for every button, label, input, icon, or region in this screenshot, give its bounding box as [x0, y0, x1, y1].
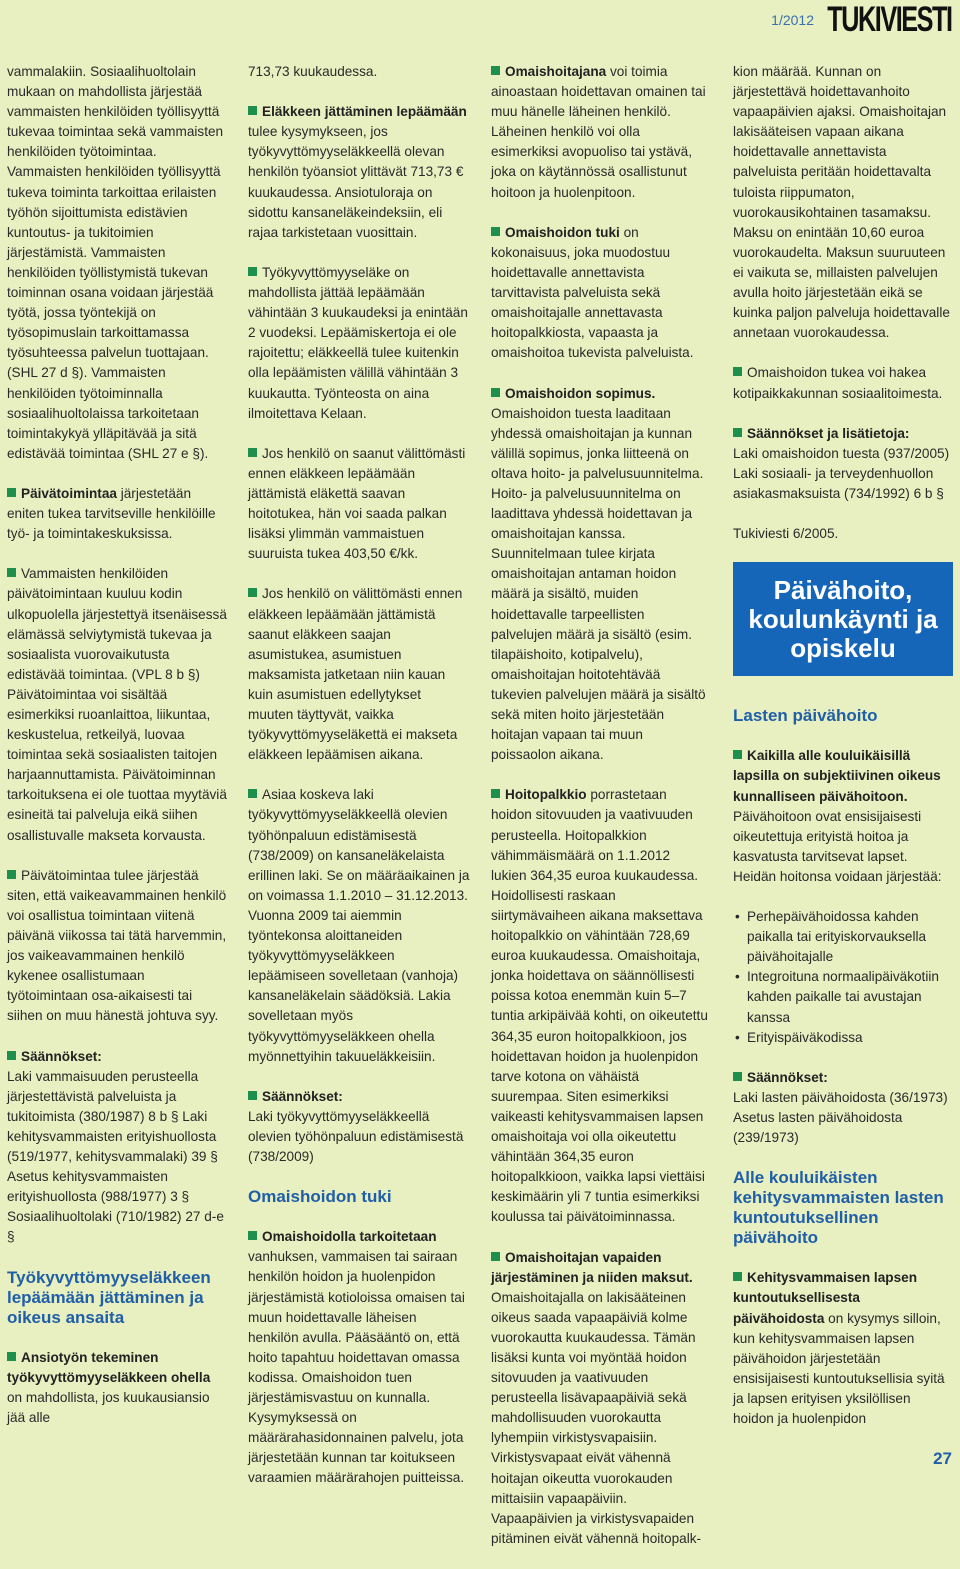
bullet-square-icon: [248, 448, 257, 457]
paragraph: Työkyvyttömyyseläke on mahdollista jättää lepäämään vähintään 3 kuukaudeksi ja enintään 2 vuodeksi. Lepäämiskertoja ei ole rajoitettu; eläkkeellä tulee kuitenkin olla lepäämisten välillä vähintään 3 kuukautta. Työnteosta on aina ilmoitettava Kelaan.: [248, 264, 468, 421]
paragraph: Omaishoidon tukea voi hakea kotipaikkakunnan sosiaalitoimesta.: [733, 365, 943, 401]
column-2: [248, 62, 470, 1509]
paragraph: Omaishoitajana voi toimia ainoastaan hoidettavan omainen tai muu hänelle läheinen henkilö. Läheinen henkilö voi olla esimerkiksi avopuoliso tai ystävä, joka on käytännössä osallistunut hoitoon ja huolenpitoon.: [491, 64, 706, 200]
list-item: • Perhepäivähoidossa kahden paikalla tai erityiskorvauksella päivähoitajalle: [747, 907, 953, 967]
bullet-square-icon: [491, 1252, 500, 1261]
magazine-title: TUKIVIESTI: [827, 0, 952, 39]
column-1: [7, 62, 229, 1448]
paragraph: Omaishoitajan vapaiden järjestäminen ja niiden maksut. Omaishoitajalla on lakisääteinen oikeus saada vapaapäiviä kolme vuorokautta kuukaudessa. Tämän lisäksi kunta voi myöntää hoidon sitovuuden ja vaativuuden perusteella lisävapaapäiviä sekä mahdollisuuden vuorokautta lyhempiin virkistysvapaisiin. Virkistysvapaat eivät vähennä hoitajan oikeutta vuorokauden mittaisiin vapaapäiviin. Vapaapäivien ja virkistysvapaiden pitäminen eivät vähennä hoitopalk-: [491, 1249, 702, 1546]
bullet-square-icon: [7, 1051, 16, 1060]
section-heading: Lasten päivähoito: [733, 706, 878, 726]
bullet-square-icon: [7, 870, 16, 879]
issue-number: 1/2012: [771, 12, 814, 28]
bullet-square-icon: [248, 267, 257, 276]
paragraph: 713,73 kuukaudessa.: [248, 64, 378, 79]
paragraph: Jos henkilö on välittömästi ennen eläkkeen lepäämään jättämistä saanut eläkkeen saajan asumistukea, asumistuen maksamista jatketaan niin kauan kuin asumistuen edellytykset muuten täyttyvät, vaikka työkyvyttömyyseläkettä ei makseta eläkkeen lepäämisen aikana.: [248, 586, 463, 763]
bullet-square-icon: [7, 1352, 16, 1361]
paragraph: Tukiviesti 6/2005.: [733, 526, 839, 542]
bullet-list: [733, 907, 953, 1048]
bullet-square-icon: [248, 1231, 257, 1240]
paragraph: Eläkkeen jättäminen lepäämään tulee kysymykseen, jos työkyvyttömyyseläkkeellä olevan henkilön työansiot ylittävät 713,73 € kuukaudessa. Ansiotuloraja on sidottu kansaneläkeindeksiin, eli rajaa tarkistetaan vuosittain.: [248, 104, 467, 240]
paragraph: Säännökset ja lisätietoja: Laki omaishoidon tuesta (937/2005) Laki sosiaali- ja terveydenhuollon asiakasmaksuista (734/1992) 6 b §: [733, 425, 950, 501]
bullet-square-icon: [491, 66, 500, 75]
bullet-square-icon: [733, 750, 742, 759]
section-heading: Alle kouluikäisten kehitysvammaisten lasten kuntoutuksellinen päivähoito: [733, 1168, 944, 1248]
section-heading: Työkyvyttömyyseläkkeen lepäämään jättäminen ja oikeus ansaita: [7, 1267, 211, 1327]
paragraph: Asiaa koskeva laki työkyvyttömyyseläkkeellä olevien työhönpaluun edistämisestä (738/2009) on kansaneläkelaista erillinen laki. Se on määräaikainen ja on voimassa 1.1.2010 – 31.12.2013. Vuonna 2009 tai aiemmin työntekonsa aloittaneiden työkyvyttömyyseläkkeen lepäämiseen sovelletaan (vanhoja) kansaneläkelain säädöksiä. Lakia sovelletaan myös työkyvyttömyyseläkkeen ohella myönnettyihin takuueläkkeisiin.: [248, 787, 470, 1064]
bullet-square-icon: [491, 789, 500, 798]
page-header: [0, 0, 960, 50]
paragraph: vammalakiin. Sosiaalihuoltolain mukaan on mahdollista järjestää vammaisten henkilöiden työllisyyttä tukevaa toimintaa sekä vammaisten henkilöiden työtoimintaa. Vammaisten henkilöiden työllisyyttä tukeva toiminta tarkoittaa erilaisten työhön sijoittumista edistävien kuntoutus- ja tukitoimien järjestämistä. Vammaisten henkilöiden työllistymistä tukevan toiminnan osana voidaan järjestää työtä, jossa työntekijä on työsopimuslain tarkoittamassa työsuhteessa palvelun tuottajaan. (SHL 27 d §). Vammaisten henkilöiden työtoiminnalla sosiaalihuoltolaissa tarkoitetaan toimintakykyä ylläpitävää ja sitä edistävää toimintaa (SHL 27 e §).: [7, 64, 224, 461]
column-3: [491, 62, 708, 1569]
paragraph: Omaishoidon tuki on kokonaisuus, joka muodostuu hoidettavalle annettavista tarvittavista palveluista sekä omaishoitajalle annettavasta hoitopalkkiosta, vapaasta ja omaishoitoa tukevista palveluista.: [491, 224, 694, 361]
paragraph: Säännökset: Laki vammaisuuden perusteella järjestettävistä palveluista ja tukitoimista (380/1987) 8 b § Laki kehitysvammaisten erityishuollosta (519/1977, kehitysvammalaki) 39 § Asetus kehitysvammaisten erityishuollosta (988/1977) 3 § Sosiaalihuoltolaki (710/1982) 27 d-e §: [7, 1048, 224, 1245]
paragraph: Omaishoidon sopimus. Omaishoidon tuesta laaditaan yhdessä omaishoitajan ja kunnan välillä sopimus, jonka liitteenä on oltava hoito- ja palvelusuunnitelma. Hoito- ja palvelusuunnitelma on laadittava yhdessä hoidettavan ja omaishoitajan kanssa. Suunnitelmaan tulee kirjata omaishoitajan antaman hoidon määrä ja sisältö, muiden hoidettavalle tarpeellisten palvelujen määrä ja sisältö (esim. tilapäishoito, kotipalvelu), omaishoitajan hoitotehtävää tukevien palvelujen määrä ja sisältö sekä miten hoito järjestetään hoitajan vapaan tai muun poissaolon aikana.: [491, 385, 706, 763]
list-item: • Erityispäiväkodissa: [747, 1028, 953, 1048]
paragraph: Säännökset: Laki lasten päivähoidosta (36/1973) Asetus lasten päivähoidosta (239/1973): [733, 1069, 948, 1146]
paragraph: Vammaisten henkilöiden päivätoimintaan kuuluu kodin ulkopuolella järjestettyä itsenäisessä elämässä selviytymistä tukevaa ja sosiaalista vuorovaikutusta edistävää toimintaa. (VPL 8 b §) Päivätoimintaa voi sisältää esimerkiksi ruoanlaittoa, liikuntaa, keskustelua, retkeilyä, luovaa toimintaa sekä sosiaalisten taitojen harjaannuttamista. Päivätoiminnan tarkoituksena ei ole tuottaa myytäviä esineitä tai palveluja eikä siihen osallistuvalle makseta korvausta.: [7, 566, 227, 843]
paragraph: Ansiotyön tekeminen työkyvyttömyyseläkkeen ohella on mahdollista, jos kuukausiansio jää alle: [7, 1349, 211, 1425]
list-item: • Integroituna normaalipäiväkotiin kahden paikalle tai avustajan kanssa: [747, 967, 953, 1027]
bullet-square-icon: [733, 1072, 742, 1081]
page-number: 27: [933, 1449, 952, 1468]
column-4: [733, 62, 953, 1449]
bullet-square-icon: [733, 367, 742, 376]
bullet-square-icon: [491, 388, 500, 397]
bullet-square-icon: [733, 1272, 742, 1281]
paragraph: Jos henkilö on saanut välittömästi ennen eläkkeen lepäämään jättämistä eläkettä saavan hoitotukea, hän voi saada palkan lisäksi ylimmän vammaistuen suuruista tukea 403,50 €/kk.: [248, 445, 466, 562]
paragraph: Omaishoidolla tarkoitetaan vanhuksen, vammaisen tai sairaan henkilön hoidon ja huolenpidon järjestämistä kotioloissa omaisen tai muun hoidettavalle läheisen henkilön avulla. Pääsääntö on, että hoito tapahtuu hoidettavan omassa kodissa. Omaishoidon tuen järjestämisvastuu on kunnalla. Kysymyksessä on määrärahasidonnainen palvelu, jota järjestetään kunnan tar koitukseen varaamien määrärahojen puitteissa.: [248, 1229, 465, 1486]
bullet-square-icon: [7, 488, 16, 497]
bullet-square-icon: [248, 106, 257, 115]
bullet-square-icon: [733, 428, 742, 437]
paragraph: Hoitopalkkio porrastetaan hoidon sitovuuden ja vaativuuden perusteella. Hoitopalkkion vähimmäismäärä on 1.1.2012 lukien 364,35 euroa kuukaudessa. Hoidollisesti raskaan siirtymävaiheen aikana maksettava hoitopalkkio on vähintään 728,69 euroa kuukaudessa. Omaishoitaja, jonka hoidettava on säännöllisesti poissa kotoa enemmän kuin 5–7 tuntia arkipäivää kohti, on oikeutettu 364,35 euron hoitopalkkioon, jos hoidettavan hoidon ja huolenpidon tarve kotona on vähäistä suurempaa. Siten esimerkiksi vaikeasti kehitysvammaisen lapsen omaishoitaja voi olla oikeutettu vähintään 364,35 euron hoitopalkkioon, vaikka lapsi viettäisi keskimäärin yli 7 tuntia esimerkiksi koulussa tai päivätoiminnassa.: [491, 787, 708, 1225]
bullet-square-icon: [7, 568, 16, 577]
paragraph: Päivätoimintaa järjestetään eniten tukea tarvitseville henkilöille työ- ja toimintakeskuksissa.: [7, 485, 216, 542]
bullet-square-icon: [491, 227, 500, 236]
bullet-square-icon: [248, 789, 257, 798]
paragraph: Kehitysvammaisen lapsen kuntoutuksellisesta päivähoidosta on kysymys silloin, kun kehitysvammaisen lapsen päivähoidon järjestetään ensisijaisesti kuntoutuksellisia syitä ja lapsen erityisen yksilöllisen hoidon ja huolenpidon: [733, 1270, 945, 1426]
paragraph: Päivätoimintaa tulee järjestää siten, että vaikeavammainen henkilö voi osallistua toimintaan viitenä päivänä viikossa tai tätä harvemmin, jos vaikeavammainen henkilö kykenee osallistumaan työtoimintaan osa-aikaisesti tai siihen on muu hänestä johtuva syy.: [7, 867, 227, 1024]
paragraph: kion määrää. Kunnan on järjestettävä hoidettavanhoito vapaapäivien ajaksi. Omaishoitajan lakisääteisen vapaan aikana hoidettavalle annettavista palveluista peritään hoidettavalta tuloista riippumaton, vuorokausikohtainen tasamaksu. Maksu on enintään 10,60 euroa vuorokaudelta. Maksun suuruuteen ei vaikuta se, millaisten palvelujen avulla hoito järjestetään eikä se kuinka paljon palveluja hoidettavalle annetaan vuorokaudessa.: [733, 64, 950, 341]
bullet-square-icon: [248, 588, 257, 597]
section-heading: Omaishoidon tuki: [248, 1187, 392, 1207]
bullet-square-icon: [248, 1091, 257, 1100]
paragraph: Kaikilla alle kouluikäisillä lapsilla on subjektiivinen oikeus kunnalliseen päivähoitoon. Päivähoitoon ovat ensisijaisesti oikeutettuja erityistä hoitoa ja kasvatusta tarvitsevat lapset. Heidän hoitonsa voidaan järjestää:: [733, 748, 942, 884]
section-title-box: Päivähoito, koulunkäynti ja opiskelu: [733, 562, 953, 676]
paragraph: Säännökset: Laki työkyvyttömyyseläkkeellä olevien työhönpaluun edistämisestä (738/2009): [248, 1088, 464, 1165]
